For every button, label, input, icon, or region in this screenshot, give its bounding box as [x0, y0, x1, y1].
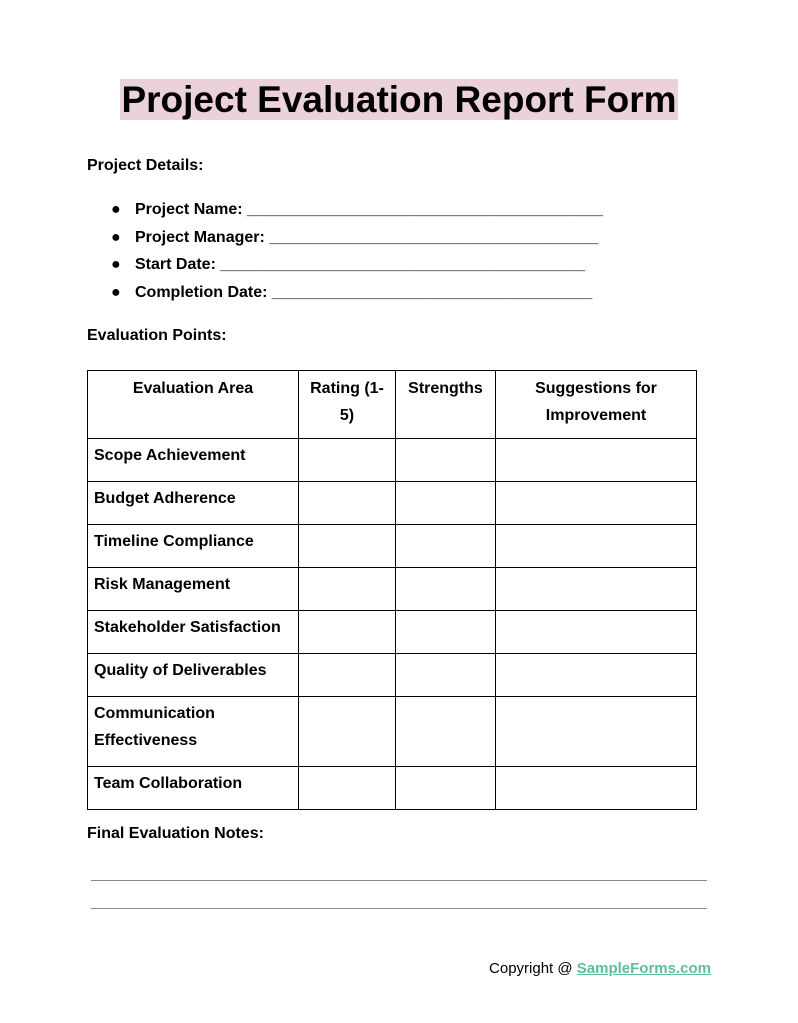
area-cell: Budget Adherence	[88, 482, 299, 525]
rating-cell[interactable]	[299, 697, 396, 767]
field-label: Project Name:	[135, 201, 243, 218]
evaluation-table	[87, 370, 697, 810]
table-row	[88, 767, 697, 810]
project-details-list	[87, 200, 603, 310]
project-manager-field[interactable]	[87, 228, 603, 256]
area-cell: Communication Effectiveness	[88, 697, 299, 767]
strengths-cell[interactable]	[396, 767, 496, 810]
final-notes-heading: Final Evaluation Notes:	[87, 825, 264, 842]
table-row	[88, 654, 697, 697]
brand-link[interactable]: SampleForms.com	[576, 960, 711, 977]
area-cell: Risk Management	[88, 568, 299, 611]
table-row	[88, 482, 697, 525]
strengths-cell[interactable]	[396, 697, 496, 767]
rating-cell[interactable]	[299, 654, 396, 697]
title-wrapper	[0, 79, 798, 120]
project-details-heading: Project Details:	[87, 157, 204, 174]
suggestions-cell[interactable]	[496, 525, 697, 568]
suggestions-cell[interactable]	[496, 482, 697, 525]
bullet-icon: ●	[111, 283, 121, 301]
rating-cell[interactable]	[299, 767, 396, 810]
table-header-row	[88, 371, 697, 439]
strengths-cell[interactable]	[396, 611, 496, 654]
rating-cell[interactable]	[299, 568, 396, 611]
notes-line-2[interactable]	[91, 908, 707, 909]
rating-cell[interactable]	[299, 611, 396, 654]
completion-date-field[interactable]	[87, 283, 603, 311]
area-cell: Timeline Compliance	[88, 525, 299, 568]
fill-line[interactable]: ________________________________________	[247, 201, 603, 218]
suggestions-cell[interactable]	[496, 611, 697, 654]
page-title: Project Evaluation Report Form	[121, 79, 677, 120]
suggestions-cell[interactable]	[496, 767, 697, 810]
suggestions-cell[interactable]	[496, 654, 697, 697]
table-row	[88, 697, 697, 767]
fill-line[interactable]: ____________________________________	[271, 283, 593, 301]
rating-cell[interactable]	[299, 525, 396, 568]
fill-line[interactable]: _____________________________________	[269, 228, 599, 246]
rating-cell[interactable]	[299, 439, 396, 482]
strengths-cell[interactable]	[396, 568, 496, 611]
suggestions-cell[interactable]	[496, 568, 697, 611]
column-header-evaluation-area: Evaluation Area	[88, 371, 299, 439]
field-label: Completion Date:	[135, 283, 268, 301]
strengths-cell[interactable]	[396, 439, 496, 482]
column-header-rating: Rating (1-5)	[299, 371, 396, 439]
bullet-icon: ●	[111, 256, 121, 273]
strengths-cell[interactable]	[396, 525, 496, 568]
notes-line-1[interactable]	[91, 880, 707, 881]
bullet-icon: ●	[111, 201, 121, 218]
strengths-cell[interactable]	[396, 654, 496, 697]
project-name-field[interactable]	[87, 200, 603, 228]
suggestions-cell[interactable]	[496, 697, 697, 767]
field-label: Start Date:	[135, 256, 216, 273]
suggestions-cell[interactable]	[496, 439, 697, 482]
column-header-strengths: Strengths	[396, 371, 496, 439]
area-cell: Stakeholder Satisfaction	[88, 611, 299, 654]
rating-cell[interactable]	[299, 482, 396, 525]
area-cell: Team Collaboration	[88, 767, 299, 810]
area-cell: Quality of Deliverables	[88, 654, 299, 697]
column-header-suggestions: Suggestions for Improvement	[496, 371, 697, 439]
copyright-footer	[489, 960, 711, 977]
fill-line[interactable]: _________________________________________	[220, 256, 586, 273]
table-row	[88, 439, 697, 482]
strengths-cell[interactable]	[396, 482, 496, 525]
table-row	[88, 568, 697, 611]
table-row	[88, 525, 697, 568]
evaluation-points-heading: Evaluation Points:	[87, 327, 227, 344]
bullet-icon: ●	[111, 228, 121, 246]
area-cell: Scope Achievement	[88, 439, 299, 482]
field-label: Project Manager:	[135, 228, 265, 246]
copyright-text: Copyright @	[489, 960, 577, 977]
start-date-field[interactable]	[87, 255, 603, 283]
table-row	[88, 611, 697, 654]
